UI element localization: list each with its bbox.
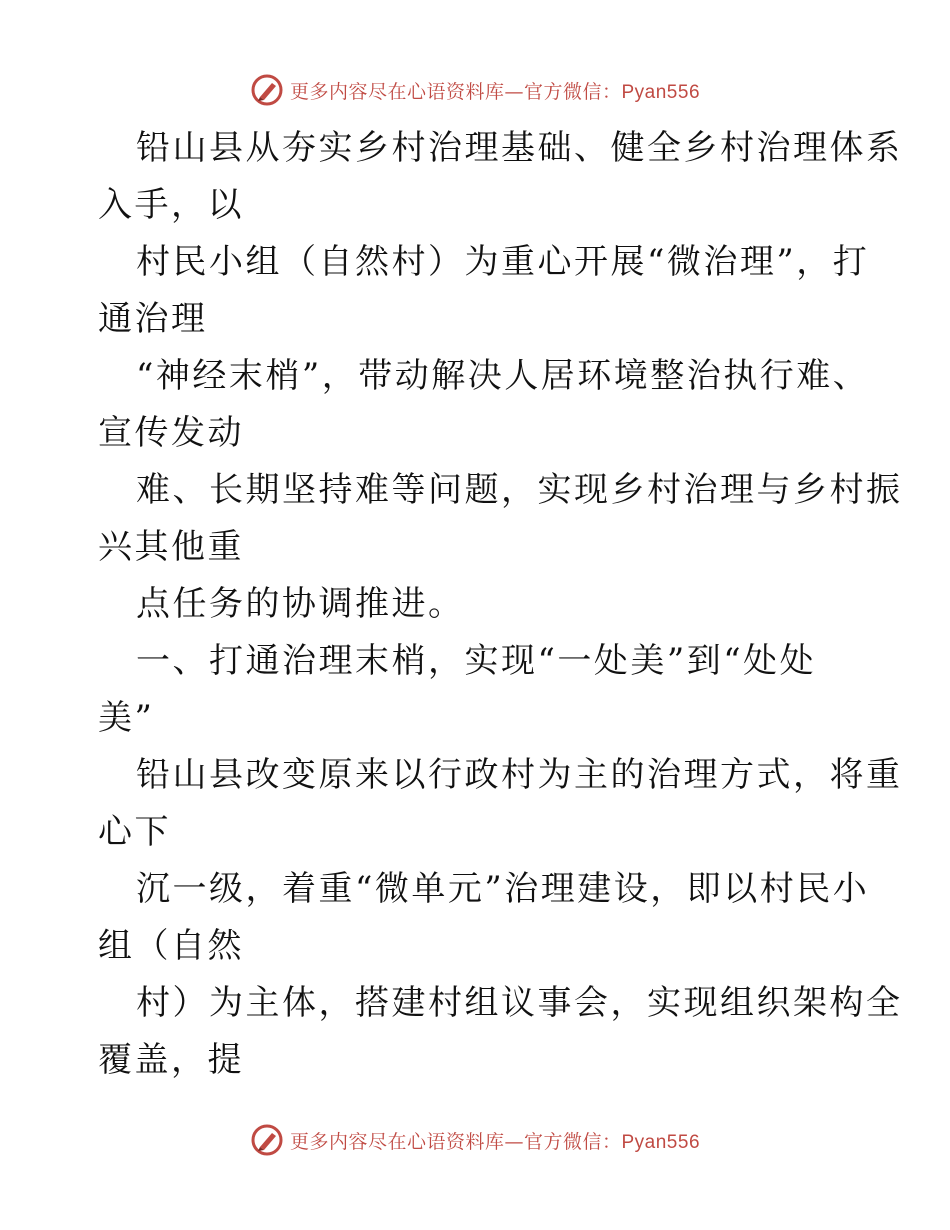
text-line: 入手，以 (98, 185, 244, 225)
pen-logo-icon (250, 73, 284, 107)
document-body (98, 120, 903, 1089)
text-line: 村民小组（自然村）为重心开展“微治理”，打 (136, 242, 870, 282)
text-line: “神经末梢”，带动解决人居环境整治执行难、 (136, 356, 870, 396)
text-line: 一、打通治理末梢，实现“一处美”到“处处 (136, 641, 817, 681)
text-line: 心下 (98, 812, 171, 852)
text-line: 难、长期坚持难等问题，实现乡村治理与乡村振 (136, 470, 903, 510)
text-line: 通治理 (98, 299, 208, 339)
pen-logo-icon (250, 1123, 284, 1157)
text-line: 兴其他重 (98, 527, 244, 567)
text-line: 村）为主体，搭建村组议事会，实现组织架构全 (136, 983, 903, 1023)
text-line: 沉一级，着重“微单元”治理建设，即以村民小 (136, 869, 870, 909)
text-line: 宣传发动 (98, 413, 244, 453)
text-line: 美” (98, 698, 155, 738)
footer-watermark (0, 1120, 950, 1160)
text-line: 铅山县从夯实乡村治理基础、健全乡村治理体系 (136, 128, 903, 168)
watermark-text: 更多内容尽在心语资料库—官方微信：Pyan556 (289, 80, 701, 103)
header-watermark (0, 70, 950, 110)
watermark-text: 更多内容尽在心语资料库—官方微信：Pyan556 (289, 1130, 701, 1153)
text-line: 覆盖，提 (98, 1040, 244, 1080)
text-line: 点任务的协调推进。 (136, 584, 465, 624)
text-line: 组（自然 (98, 926, 244, 966)
text-line: 铅山县改变原来以行政村为主的治理方式，将重 (136, 755, 903, 795)
